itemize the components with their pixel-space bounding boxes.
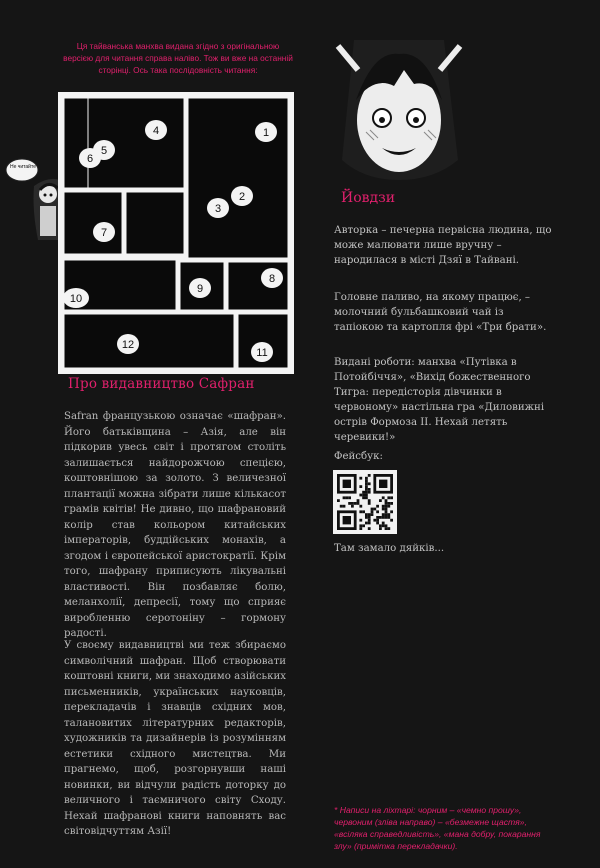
panel-12 (64, 314, 234, 368)
author-bio-1: Авторка – печерна первісна людина, що може малювати лише вручну – народилася в місті Дзяї в Тайвані. (334, 225, 552, 266)
facebook-qr-code[interactable] (333, 470, 397, 534)
panel-number-1 (255, 122, 277, 142)
author-bio-2: Головне паливо, на якому працює, – молочний бульбашковий чай із тапіокою та картопля фрі «Три брати». (334, 292, 547, 333)
publisher-paragraph-2: У своєму видавництві ми теж збираємо символічний шафран. Щоб створювати коштовні книги, ми знаходимо азійських письменників, українських науковців, перекладачів і знавців східних мов, талановитих літературних редакторів, художників та дизайнерів із розумінням естетики східного мистецтва. Ми прагнемо, щоб, розгорнувши наші новинки, ви відчули радість доторку до величного і таємничого світу Сходу. Нехай шафранові книги наповнять вас світовідчуттям Азії! (64, 640, 286, 837)
svg-text:5: 5 (100, 145, 108, 157)
svg-text:9: 9 (196, 283, 204, 295)
panel-number-9 (189, 278, 211, 298)
panel-number-2 (231, 186, 253, 206)
panel-number-6 (79, 148, 101, 168)
peeking-character-illustration (4, 150, 64, 240)
author-name: Йовдзи (341, 190, 396, 206)
panel-number-10 (63, 288, 89, 308)
svg-text:7: 7 (100, 227, 108, 239)
reading-order-note: Ця тайванська манхва видана згідно з оригінальною версією для читання справа наліво. Тож ви вже на останній сторінці. Ось така послідовність читання: (63, 41, 293, 75)
panel-number-3 (207, 198, 229, 218)
panel-grid (58, 92, 294, 374)
panel-7 (64, 192, 122, 254)
publisher-paragraph-1: Safran французькою означає «шафран». Його батьківщина – Азія, але він підкорив увесь світ і протягом століть залишається найдорожчою спецією, коштовнішою за золото. З величезної плантації можна зібрати лише кількасот грамів квітів! Не дивно, що шафрановий колір став кольором китайських імператорів, буддійських монахів, а згодом і європейської аристократії. Крім того, шафрану приписують лікувальні властивості. Він позбавляє болю, меланхолії, депресії, тому що сприяє виробленню серотоніну – гормону радості. (64, 411, 286, 639)
svg-text:10: 10 (69, 293, 83, 305)
panel-1 (188, 98, 288, 258)
panel-number-8 (261, 268, 283, 288)
panel-reading-order-diagram (58, 92, 294, 374)
more-text: Там замало дяйків... (334, 543, 445, 554)
svg-text:4: 4 (152, 125, 160, 137)
panel-number-4 (145, 120, 167, 140)
panel-number-12 (117, 334, 139, 354)
publisher-section-title: Про видавництво Сафран (68, 376, 255, 392)
panel-8 (228, 262, 288, 310)
svg-text:2: 2 (238, 191, 246, 203)
facebook-label: Фейсбук: (334, 451, 383, 462)
svg-text:8: 8 (268, 273, 276, 285)
svg-text:3: 3 (214, 203, 222, 215)
svg-text:11: 11 (256, 347, 268, 359)
panel-number-7 (93, 222, 115, 242)
svg-text:1: 1 (262, 127, 270, 139)
svg-text:6: 6 (86, 153, 94, 165)
panel-number-11 (251, 342, 273, 362)
author-portrait-illustration (334, 40, 464, 185)
speech-bubble-text: Не читайте (9, 164, 36, 170)
panel-7b (126, 192, 184, 254)
author-works: Видані роботи: манхва «Путівка в Потойбіччя», «Вихід божественного Тигра: передісторія дівчинки в червоному» настільна гра «Диловижні острів Формоза II. Нехай летять черевики!» (334, 357, 545, 443)
translator-footnote: * Написи на ліхтарі: чорним – «чемно прошу», червоним (зліва направо) – «безмежне щастя», «всіляка справедливість», «мана добру, покарання злу» (примітка перекладачки). (334, 805, 541, 851)
panel-4-5-6 (64, 98, 184, 188)
svg-text:12: 12 (121, 339, 135, 351)
